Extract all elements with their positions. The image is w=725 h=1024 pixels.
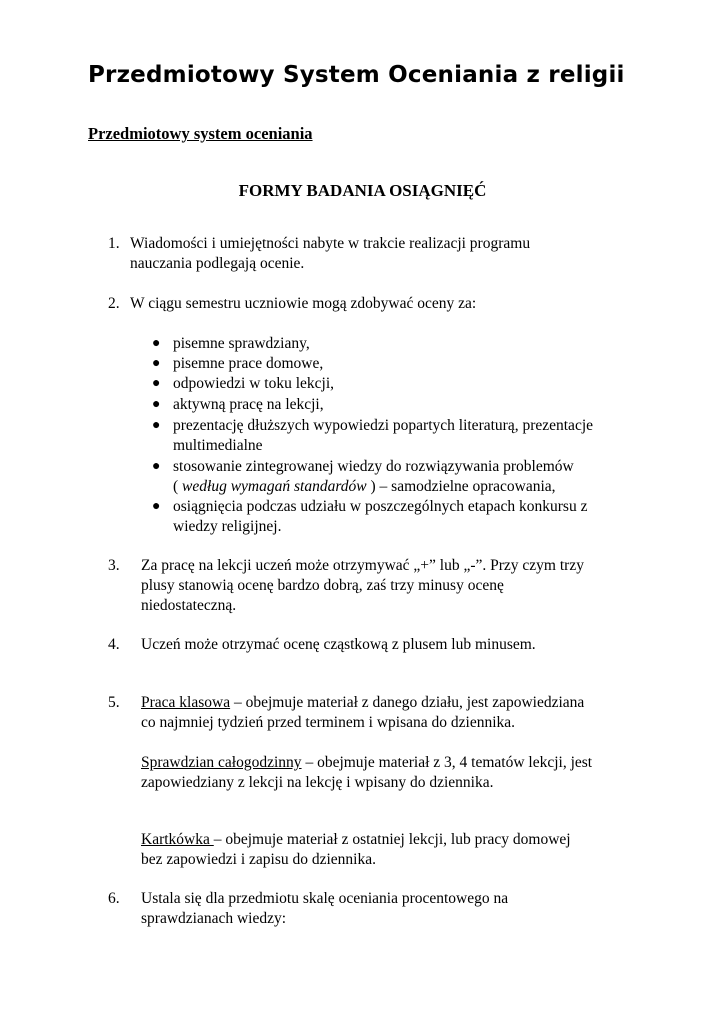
list-item: wiedzy religijnej. [173, 518, 282, 535]
item-text: bez zapowiedzi i zapisu do dziennika. [141, 851, 376, 868]
bullet-icon: ● [152, 459, 161, 474]
item-number: 4. [108, 636, 120, 653]
document-subtitle: Przedmiotowy system oceniania [88, 124, 313, 143]
italic-text: według wymagań standardów [182, 478, 367, 495]
bullet-icon: ● [152, 376, 161, 391]
list-item: multimedialne [173, 437, 263, 454]
bullet-icon: ● [152, 356, 161, 371]
item-text: plusy stanowią ocenę bardzo dobrą, zaś trzy minusy ocenę [141, 577, 504, 594]
bullet-icon: ● [152, 418, 161, 433]
item-text: Za pracę na lekcji uczeń może otrzymywać „+” lub „-”. Przy czym trzy [141, 557, 584, 574]
list-item: pisemne sprawdziany, [173, 335, 310, 352]
item-text: Uczeń może otrzymać ocenę cząstkową z plusem lub minusem. [141, 636, 536, 653]
item-text: sprawdzianach wiedzy: [141, 910, 287, 927]
term-kartkowka: Kartkówka [141, 831, 214, 848]
item-text: Sprawdzian całogodzinny – obejmuje materiał z 3, 4 tematów lekcji, jest [141, 754, 593, 771]
item-text: Praca klasowa – obejmuje materiał z danego działu, jest zapowiedziana [141, 694, 585, 711]
list-item: stosowanie zintegrowanej wiedzy do rozwiązywania problemów [173, 458, 574, 475]
item-text: zapowiedziany z lekcji na lekcję i wpisany do dziennika. [141, 774, 494, 791]
item-text: W ciągu semestru uczniowie mogą zdobywać oceny za: [130, 295, 477, 312]
document-title: Przedmiotowy System Oceniania z religii [88, 62, 625, 88]
section-heading: FORMY BADANIA OSIĄGNIĘĆ [238, 181, 487, 200]
item-text: Ustala się dla przedmiotu skalę oceniania procentowego na [141, 890, 509, 907]
item-number: 1. [108, 235, 120, 252]
term-praca-klasowa: Praca klasowa [141, 694, 231, 711]
bullet-icon: ● [152, 336, 161, 351]
list-item: osiągnięcia podczas udziału w poszczególnych etapach konkursu z [173, 498, 588, 515]
list-item: ( według wymagań standardów ) – samodzielne opracowania, [173, 478, 556, 495]
bullet-icon: ● [152, 397, 161, 412]
list-item: odpowiedzi w toku lekcji, [173, 375, 334, 392]
item-text: co najmniej tydzień przed terminem i wpisana do dziennika. [141, 714, 516, 731]
item-number: 2. [108, 295, 120, 312]
list-item: prezentację dłuższych wypowiedzi popartych literaturą, prezentacje [173, 417, 594, 434]
term-sprawdzian: Sprawdzian całogodzinny [141, 754, 302, 771]
item-number: 6. [108, 890, 120, 907]
item-text: niedostateczną. [141, 597, 237, 614]
item-number: 3. [108, 557, 120, 574]
list-item: aktywną pracę na lekcji, [173, 396, 324, 413]
item-text: nauczania podlegają ocenie. [130, 255, 305, 272]
list-item: pisemne prace domowe, [173, 355, 324, 372]
item-number: 5. [108, 694, 120, 711]
bullet-icon: ● [152, 499, 161, 514]
item-text: Wiadomości i umiejętności nabyte w trakcie realizacji programu [130, 235, 531, 252]
item-text: Kartkówka – obejmuje materiał z ostatniej lekcji, lub pracy domowej [141, 831, 571, 848]
